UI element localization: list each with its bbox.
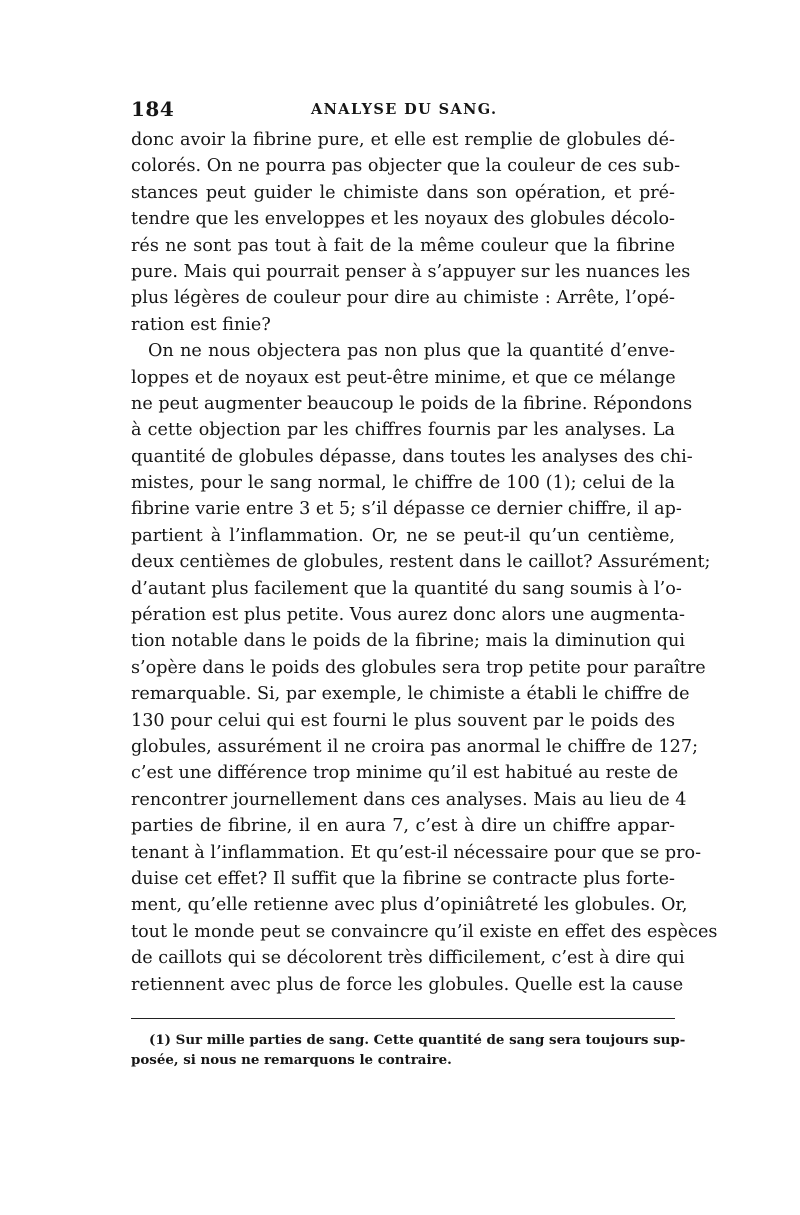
- text-line: ration est finie?: [131, 314, 271, 335]
- text-line: s’opère dans le poids des globules sera trop petite pour paraître: [131, 657, 706, 678]
- text-line: pure. Mais qui pourrait penser à s’appuyer sur les nuances les: [131, 261, 691, 282]
- text-line: rencontrer journellement dans ces analyses. Mais au lieu de 4: [131, 789, 687, 810]
- text-line: deux centièmes de globules, restent dans le caillot? Assurément;: [131, 552, 711, 573]
- page-header: [131, 97, 675, 127]
- text-line: mistes, pour le sang normal, le chiffre de 100 (1); celui de la: [131, 473, 675, 494]
- footnote-line: (1) Sur mille parties de sang. Cette quantité de sang sera toujours sup-: [149, 1032, 686, 1048]
- text-line: quantité de globules dépasse, dans toutes les analyses des chi-: [131, 446, 693, 467]
- text-line: globules, assurément il ne croira pas anormal le chiffre de 127;: [131, 736, 698, 757]
- text-line: tion notable dans le poids de la fibrine; mais la diminution qui: [131, 631, 685, 652]
- text-line: 130 pour celui qui est fourni le plus souvent par le poids des: [131, 710, 675, 731]
- text-line: d’autant plus facilement que la quantité du sang soumis à l’o-: [131, 578, 682, 599]
- text-line: à cette objection par les chiffres fournis par les analyses. La: [131, 420, 675, 441]
- text-line: tout le monde peut se convaincre qu’il existe en effet des espèces: [131, 921, 718, 942]
- paragraph-start-line: On ne nous objectera pas non plus que la quantité d’enve-: [148, 341, 675, 362]
- text-line: loppes et de noyaux est peut-être minime, et que ce mélange: [131, 367, 676, 388]
- text-line: ne peut augmenter beaucoup le poids de la fibrine. Répondons: [131, 393, 693, 414]
- text-line: tendre que les enveloppes et les noyaux des globules décolo-: [131, 209, 675, 230]
- text-line: duise cet effet? Il suffit que la fibrine se contracte plus forte-: [131, 868, 675, 889]
- text-line: rés ne sont pas tout à fait de la même couleur que la fibrine: [131, 235, 675, 256]
- text-line: c’est une différence trop minime qu’il est habitué au reste de: [131, 763, 679, 784]
- text-line: ment, qu’elle retienne avec plus d’opiniâtreté les globules. Or,: [131, 895, 688, 916]
- body-text: [131, 127, 718, 998]
- footnote: [131, 1030, 686, 1070]
- footnote-line: posée, si nous ne remarquons le contraire.: [131, 1052, 452, 1068]
- running-head: ANALYSE DU SANG.: [311, 101, 498, 118]
- footnote-divider: [131, 1018, 675, 1019]
- text-line: tenant à l’inflammation. Et qu’est-il nécessaire pour que se pro-: [131, 842, 702, 863]
- text-line: plus légères de couleur pour dire au chimiste : Arrête, l’opé-: [131, 288, 675, 309]
- text-line: partient à l’inflammation. Or, ne se peut-il qu’un centième,: [131, 525, 675, 546]
- text-line: fibrine varie entre 3 et 5; s’il dépasse ce dernier chiffre, il ap-: [131, 499, 682, 520]
- text-line: stances peut guider le chimiste dans son opération, et pré-: [131, 182, 675, 203]
- text-line: de caillots qui se décolorent très difficilement, c’est à dire qui: [131, 948, 685, 969]
- text-line: retiennent avec plus de force les globules. Quelle est la cause: [131, 974, 684, 995]
- text-line: parties de fibrine, il en aura 7, c’est à dire un chiffre appar-: [131, 816, 675, 837]
- text-line: colorés. On ne pourra pas objecter que la couleur de ces sub-: [131, 156, 681, 177]
- text-line: donc avoir la fibrine pure, et elle est remplie de globules dé-: [131, 130, 675, 150]
- page-number: 184: [131, 97, 175, 121]
- text-line: remarquable. Si, par exemple, le chimiste a établi le chiffre de: [131, 684, 690, 705]
- text-line: pération est plus petite. Vous aurez donc alors une augmenta-: [131, 605, 685, 626]
